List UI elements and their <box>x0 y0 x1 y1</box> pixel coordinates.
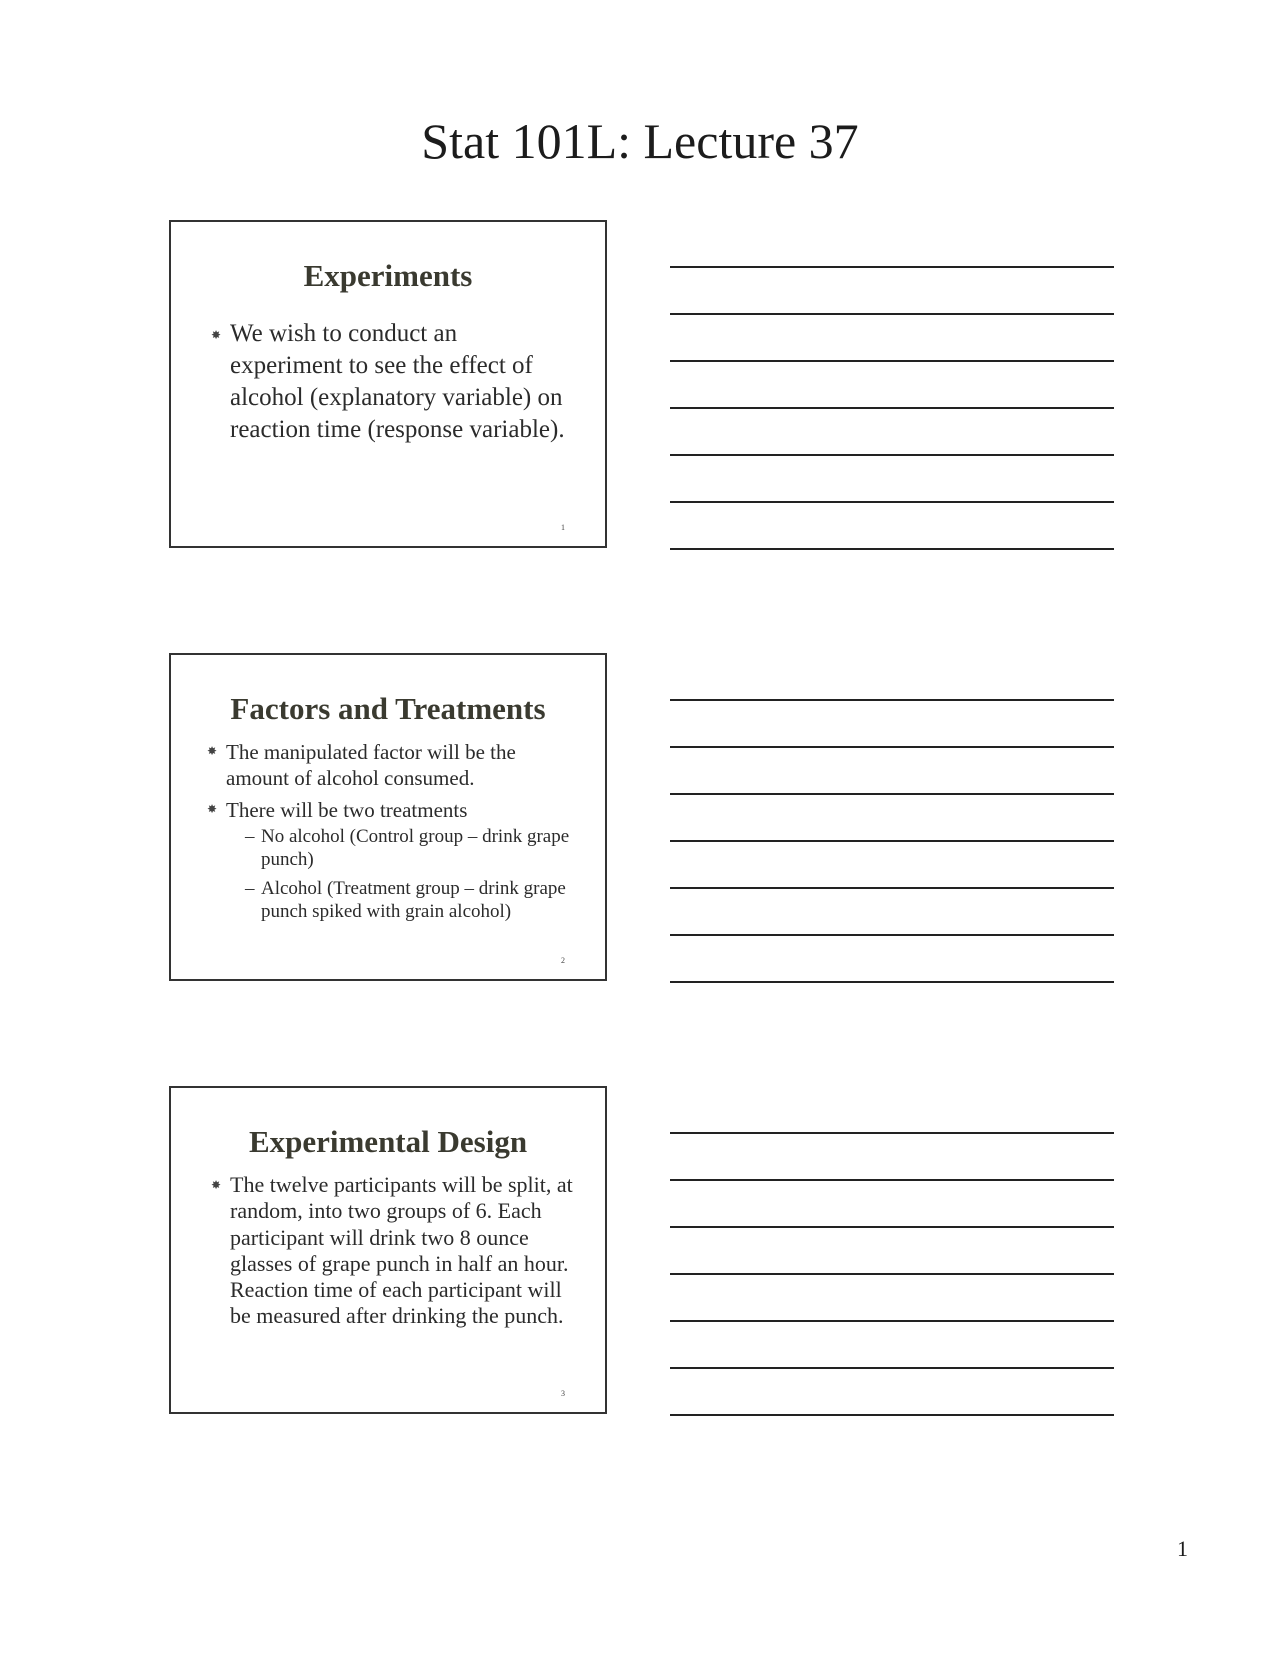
dash-icon: – <box>245 826 255 847</box>
note-line <box>670 1226 1114 1228</box>
note-line <box>670 360 1114 362</box>
bullet-list <box>211 318 575 446</box>
bullet-item <box>207 797 575 923</box>
slide-title: Experiments <box>303 258 473 293</box>
bullet-list <box>207 739 575 923</box>
sub-list <box>245 825 575 923</box>
note-line <box>670 699 1114 701</box>
sub-item-text: No alcohol (Control group – drink grape punch) <box>261 826 570 870</box>
page-title: Stat 101L: Lecture 37 <box>421 113 859 169</box>
slide-3 <box>169 1086 607 1414</box>
bullet-star-icon: ✸ <box>207 802 218 816</box>
note-line <box>670 313 1114 315</box>
slide-1 <box>169 220 607 548</box>
bullet-item <box>211 318 575 446</box>
slide-number: 2 <box>561 956 565 965</box>
bullet-star-icon: ✸ <box>211 328 222 342</box>
note-line <box>670 840 1114 842</box>
bullet-list <box>211 1172 575 1330</box>
note-line <box>670 1320 1114 1322</box>
note-line <box>670 266 1114 268</box>
note-line <box>670 1132 1114 1134</box>
slide-2 <box>169 653 607 981</box>
note-line <box>670 548 1114 550</box>
dash-icon: – <box>245 878 255 899</box>
note-line <box>670 454 1114 456</box>
note-line <box>670 501 1114 503</box>
note-line <box>670 1367 1114 1369</box>
bullet-text: The manipulated factor will be the amount of alcohol consumed. <box>226 740 516 790</box>
slide-title: Experimental Design <box>248 1124 528 1159</box>
note-line <box>670 887 1114 889</box>
sub-item <box>245 877 575 923</box>
bullet-text: There will be two treatments <box>226 798 468 822</box>
note-line <box>670 934 1114 936</box>
sub-item-text: Alcohol (Treatment group – drink grape punch spiked with grain alcohol) <box>261 878 566 922</box>
note-line <box>670 1273 1114 1275</box>
slide-number: 1 <box>561 523 565 532</box>
note-line <box>670 407 1114 409</box>
bullet-item <box>207 739 575 791</box>
note-line <box>670 981 1114 983</box>
note-line <box>670 1414 1114 1416</box>
slide-number: 3 <box>561 1389 565 1398</box>
bullet-star-icon: ✸ <box>207 744 218 758</box>
bullet-item <box>211 1172 575 1330</box>
bullet-star-icon: ✸ <box>211 1178 222 1192</box>
page-number: 1 <box>1177 1536 1188 1561</box>
slide-title: Factors and Treatments <box>230 691 546 726</box>
bullet-text: The twelve participants will be split, at random, into two groups of 6. Each participant will drink two 8 ounce glasses of grape punch in half an hour. Reaction time of each participant will be measured after drinking the punch. <box>230 1172 573 1329</box>
note-line <box>670 793 1114 795</box>
bullet-text: We wish to conduct an experiment to see the effect of alcohol (explanatory variable) on reaction time (response variable). <box>230 320 565 443</box>
note-line <box>670 746 1114 748</box>
sub-item <box>245 825 575 871</box>
note-line <box>670 1179 1114 1181</box>
